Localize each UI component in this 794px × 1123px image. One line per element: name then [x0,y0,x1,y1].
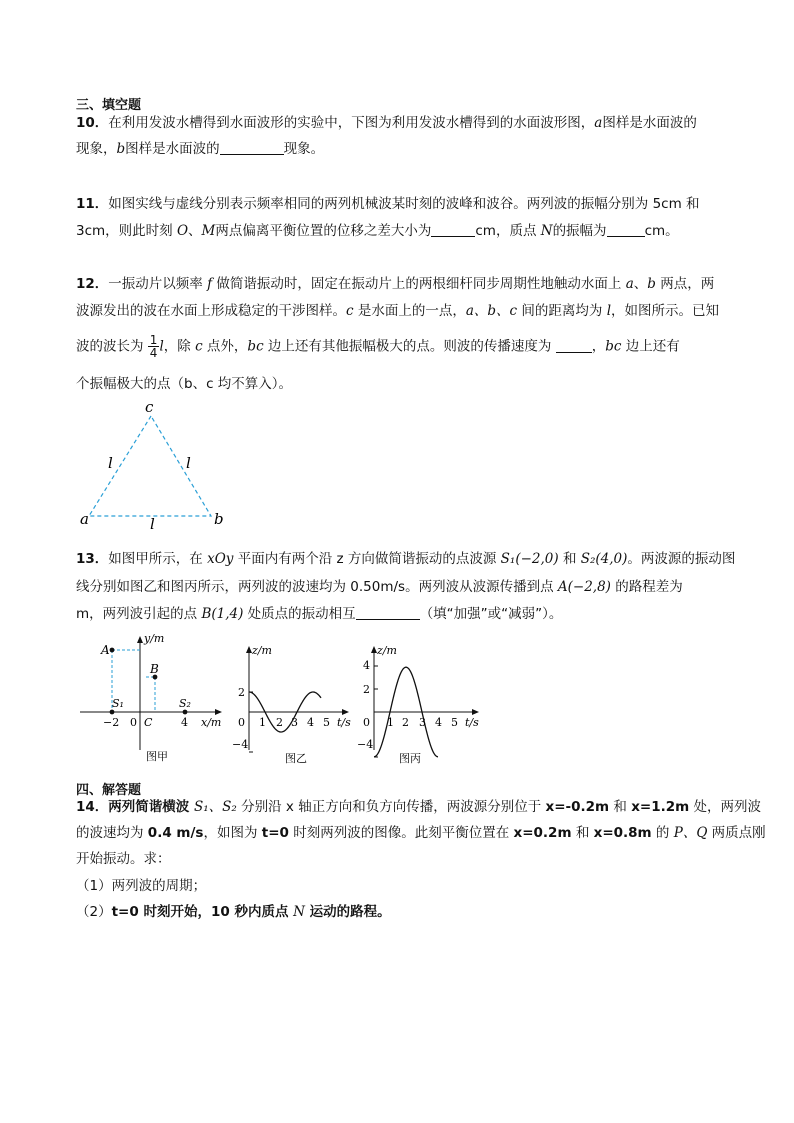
jia-y-arrow [137,636,143,643]
jia-ylabel: y/m [144,632,165,645]
q13-line-2: 线分别如图乙和图丙所示，两列波的波速均为 0.50m/s。两列波从波源传播到点 A(−2,8) 的路程差为 [76,579,683,595]
yi-label-2: 2 [238,686,245,699]
bing-label-5: 5 [451,716,458,729]
q13-line-1: 13．如图甲所示，在 xOy 平面内有两个沿 z 方向做简谐振动的点波源 S₁(−2,0) 和 S₂(4,0)。两波源的振动图 [76,551,736,567]
q10-answer-blank[interactable] [220,140,284,155]
jia-point-S1 [110,710,115,715]
bing-label-4: 4 [363,659,370,672]
triangle-label-a: a [80,510,89,528]
triangle-side-l-right: l [186,454,191,472]
q14-line-3: 开始振动。求： [76,851,171,867]
q13-answer-blank[interactable] [356,605,420,620]
triangle-side-l-bottom: l [150,515,155,532]
q11-answer-blank-1[interactable] [431,222,475,237]
bing-label-1: 1 [387,716,394,729]
triangle-side-l-left: l [108,454,113,472]
yi-label-neg4: −4 [232,738,249,751]
yi-label-0: 0 [238,716,245,729]
bing-label-2t: 2 [402,716,409,729]
jia-point-S2 [183,710,188,715]
yi-t-arrow [342,709,349,715]
bing-caption: 图丙 [399,752,421,765]
bing-label-0: 0 [363,716,370,729]
fraction-one-quarter: $\frac{1}{4}$ [149,333,158,360]
q14-sub-2: （2）t=0 时刻开始，10 秒内质点 N 运动的路程。 [76,904,391,920]
yi-ylabel: z/m [252,644,272,657]
q12-answer-blank-1[interactable] [556,338,592,353]
jia-x-arrow [215,709,222,715]
q12-line-1: 12．一振动片以频率 f 做简谐振动时，固定在振动片上的两根细杆同步周期性地触动水面上 a、b 两点，两 [76,276,715,292]
q12-line-3: 波的波长为 $\frac{1}{4}$ l，除 c 点外，bc 边上还有其他振幅极大的点。则波的传播速度为 ，bc 边上还有 [76,333,680,360]
yi-label-1: 1 [259,716,266,729]
q14-line-2: 的波速均为 0.4 m/s，如图为 t=0 时刻两列波的图像。此刻平衡位置在 x=0.2m 和 x=0.8m 的 P、Q 两质点刚 [76,825,766,841]
yi-label-3: 3 [291,716,298,729]
section-3-title: 三、填空题 [76,98,142,113]
jia-label-A: A [101,643,110,657]
yi-label-2t: 2 [276,716,283,729]
triangle-figure [76,396,236,532]
jia-tick-neg2: −2 [103,716,120,729]
bing-label-2: 2 [363,683,370,696]
jia-label-B: B [150,662,159,676]
bing-label-neg4: −4 [357,738,374,751]
q10-line-1: 10．在利用发波水槽得到水面波形的实验中，下图为利用发波水槽得到的水面波形图，a图样是水面波的 [76,115,697,131]
jia-origin: 0 [130,716,137,729]
bing-label-3: 3 [419,716,426,729]
section-4-title: 四、解答题 [76,783,142,798]
q13-line-3: m，两列波引起的点 B(1,4) 处质点的振动相互 （填“加强”或“减弱”）。 [76,606,563,622]
jia-point-A [110,648,115,653]
triangle-label-c: c [145,398,154,416]
q14-line-1: 14．两列简谐横波 S₁、S₂ 分别沿 x 轴正方向和负方向传播，两波源分别位于 x=-0.2m 和 x=1.2m 处，两列波 [76,799,761,815]
yi-label-5: 5 [323,716,330,729]
figure-yi [229,640,355,766]
bing-xlabel: t/s [465,716,479,729]
triangle-label-b: b [214,510,224,528]
q10-line-2: 现象，b图样是水面波的 现象。 [76,141,325,157]
bing-t-arrow [472,709,479,715]
yi-caption: 图乙 [285,752,307,765]
yi-label-4: 4 [307,716,314,729]
yi-xlabel: t/s [337,716,351,729]
jia-tick-4: 4 [181,716,188,729]
q11-answer-blank-2[interactable] [607,222,645,237]
q11-line-1: 11．如图实线与虚线分别表示频率相同的两列机械波某时刻的波峰和波谷。两列波的振幅分别为 5cm 和 [76,196,700,212]
figure-jia [76,630,228,766]
jia-xlabel: x/m [201,716,222,729]
q11-line-2: 3cm，则此时刻 O、M两点偏离平衡位置的位移之差大小为 cm，质点 N的振幅为 cm。 [76,223,679,239]
jia-label-S2: S₂ [179,697,191,710]
jia-label-S1: S₁ [112,697,124,710]
figure-bing [355,640,485,766]
jia-label-C: C [144,716,153,729]
bing-ylabel: z/m [377,644,397,657]
q12-line-2: 波源发出的波在水面上形成稳定的干涉图样。c 是水面上的一点，a、b、c 间的距离均为 l，如图所示。已知 [76,303,720,319]
q12-line-4: 个振幅极大的点（b、c 均不算入）。 [76,376,293,392]
q14-sub-1: （1）两列波的周期； [76,878,207,894]
bing-label-4t: 4 [435,716,442,729]
jia-caption: 图甲 [146,750,168,763]
